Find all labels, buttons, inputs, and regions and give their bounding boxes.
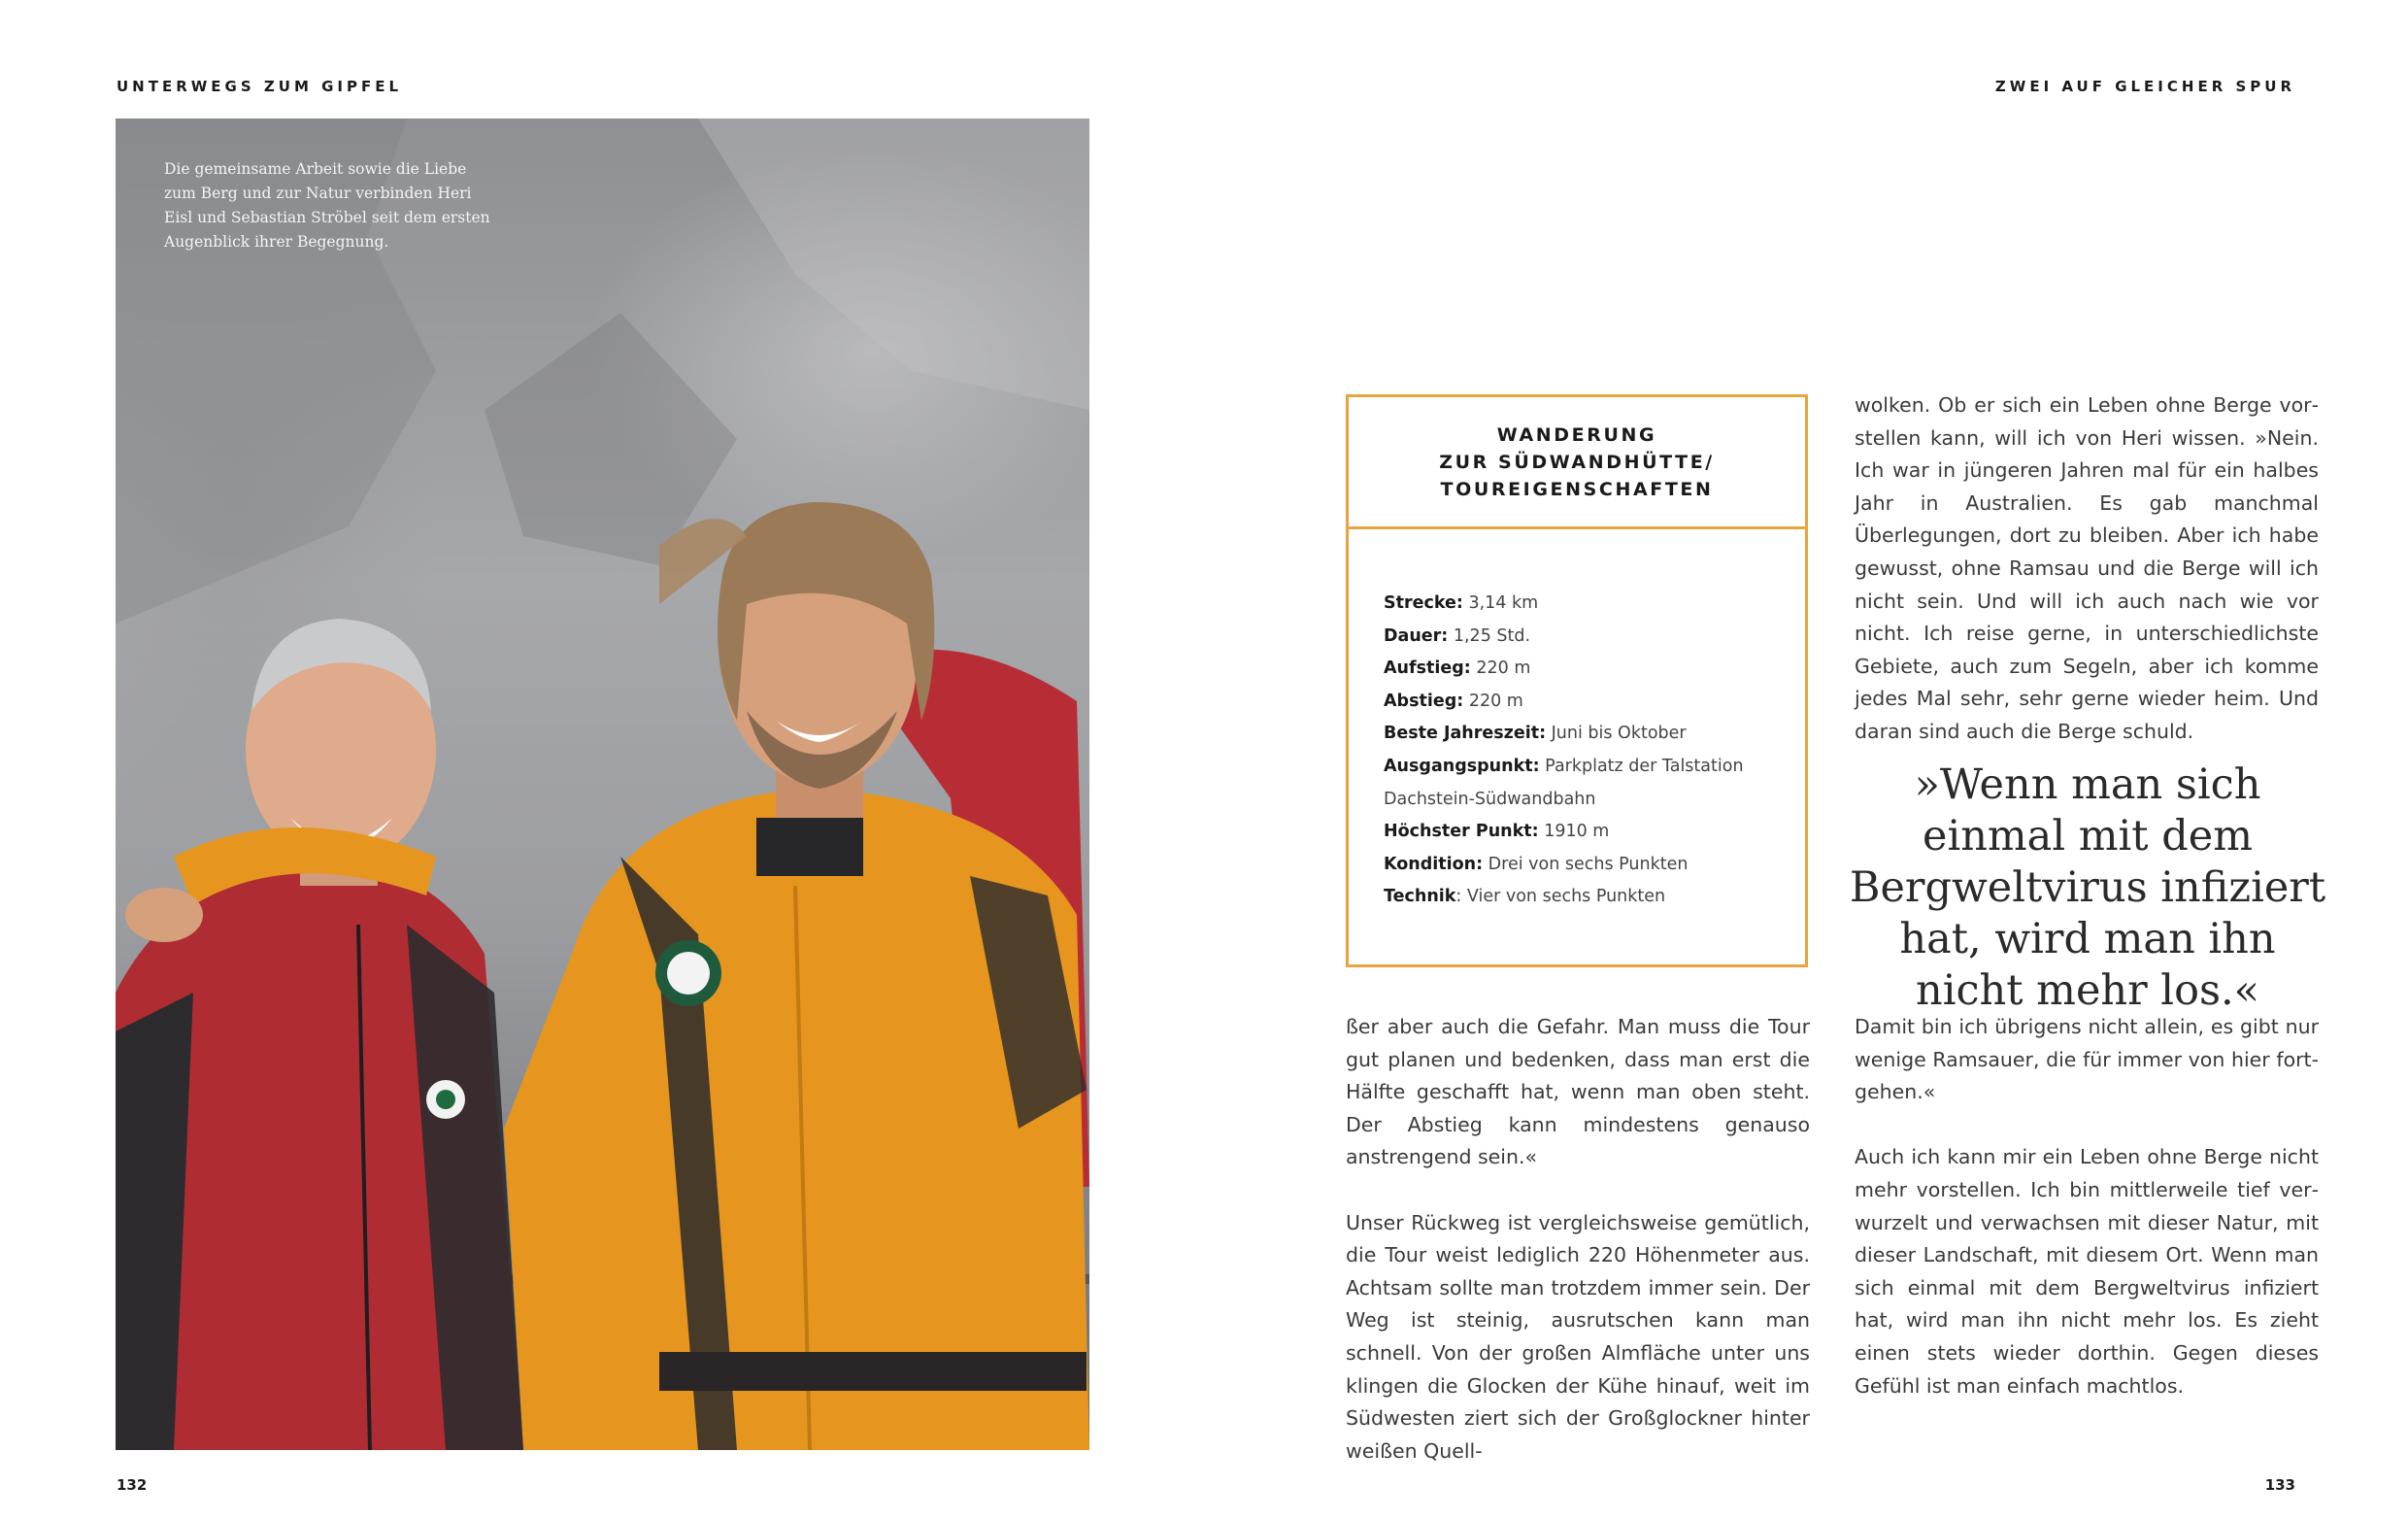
body-paragraph: Unser Rückweg ist vergleichsweise gemütlich, die Tour weist lediglich 220 Höhenmeter aus. Achtsam sollte man trotzdem immer sein. Der Weg ist steinig, ausrutschen kann man schnell. Von der großen Almfläche unter uns klingen die Glocken der Kühe hinauf, weit im Südwesten ziert sich der Großglockner hinter weißen Quell- xyxy=(1346,1210,1810,1463)
fact-technique: Technik: Vier von sechs Punkten xyxy=(1384,887,1666,907)
body-paragraph: Damit bin ich übrigens nicht allein, es gibt nur wenige Ramsauer, die für immer von hier fortgehen.« xyxy=(1855,1015,2319,1104)
tour-info-title: WANDERUNG ZUR SÜDWANDHÜTTE/ TOUREIGENSCHAFTEN xyxy=(1439,423,1715,500)
fact-descent: Abstieg: 220 m xyxy=(1384,691,1523,711)
portrait-illustration xyxy=(116,118,1089,1450)
body-column-left xyxy=(1346,1011,1810,1468)
tour-info-facts xyxy=(1349,529,1805,914)
body-paragraph: wolken. Ob er sich ein Leben ohne Berge vorstellen kann, will ich von Heri wissen. »Nein. Ich war in jüngeren Jahren mal für ein halbes Jahr in Australien. Es gab manchmal Überlegungen, dort zu bleiben. Aber ich habe gewusst, ohne Ramsau und die Berge will ich nicht sein. Und will ich auch nach wie vor nicht. Ich reise gerne, in unterschiedlichste Gebiete, auch zum Segeln, aber ich komme jedes Mal sehr, sehr gerne wieder heim. Und daran sind auch die Berge schuld. xyxy=(1855,393,2319,743)
body-paragraph: ßer aber auch die Gefahr. Man muss die Tour gut planen und bedenken, dass man erst die Hälfte geschafft hat, wenn man oben steht. Der Abstieg kann mindestens genauso anstrengend sein.« xyxy=(1346,1015,1810,1169)
tour-info-box xyxy=(1346,394,1808,967)
fact-duration: Dauer: 1,25 Std. xyxy=(1384,625,1531,646)
fact-distance: Strecke: 3,14 km xyxy=(1384,593,1539,613)
fact-fitness: Kondition: Drei von sechs Punkten xyxy=(1384,854,1689,874)
running-head-right: ZWEI AUF GLEICHER SPUR xyxy=(1994,78,2295,95)
page-number-right: 133 xyxy=(2264,1476,2295,1494)
fact-highest-point: Höchster Punkt: 1910 m xyxy=(1384,822,1610,842)
running-head-left: UNTERWEGS ZUM GIPFEL xyxy=(117,78,403,95)
fact-ascent: Aufstieg: 220 m xyxy=(1384,658,1531,679)
body-column-right-top xyxy=(1855,389,2319,749)
pull-quote: »Wenn man sich einmal mit dem Bergweltvirus infiziert hat, wird man ihn nicht mehr los.« xyxy=(1849,760,2326,1015)
tour-info-header xyxy=(1349,397,1805,529)
page-number-left: 132 xyxy=(117,1476,148,1494)
fact-starting-point: Ausgangspunkt: Parkplatz der Talstation Dachstein-Südwandbahn xyxy=(1384,756,1744,809)
photo-caption: Die gemeinsame Arbeit sowie die Liebe zum Berg und zur Natur verbinden Heri Eisl und Sebastian Ströbel seit dem ersten Augenblick ihrer Begegnung. xyxy=(164,160,490,251)
fact-best-season: Beste Jahreszeit: Juni bis Oktober xyxy=(1384,724,1687,744)
body-column-right-bottom xyxy=(1855,1011,2319,1402)
body-paragraph: Auch ich kann mir ein Leben ohne Berge nicht mehr vorstellen. Ich bin mittlerweile tief verwurzelt und verwachsen mit dieser Natur, mit dieser Landschaft, mit diesem Ort. Wenn man sich einmal mit dem Bergweltvirus infiziert hat, wird man ihn nicht mehr los. Es zieht einen stets wieder dorthin. Gegen dieses Gefühl ist man einfach machtlos. xyxy=(1855,1145,2319,1398)
portrait-photo xyxy=(116,118,1089,1450)
